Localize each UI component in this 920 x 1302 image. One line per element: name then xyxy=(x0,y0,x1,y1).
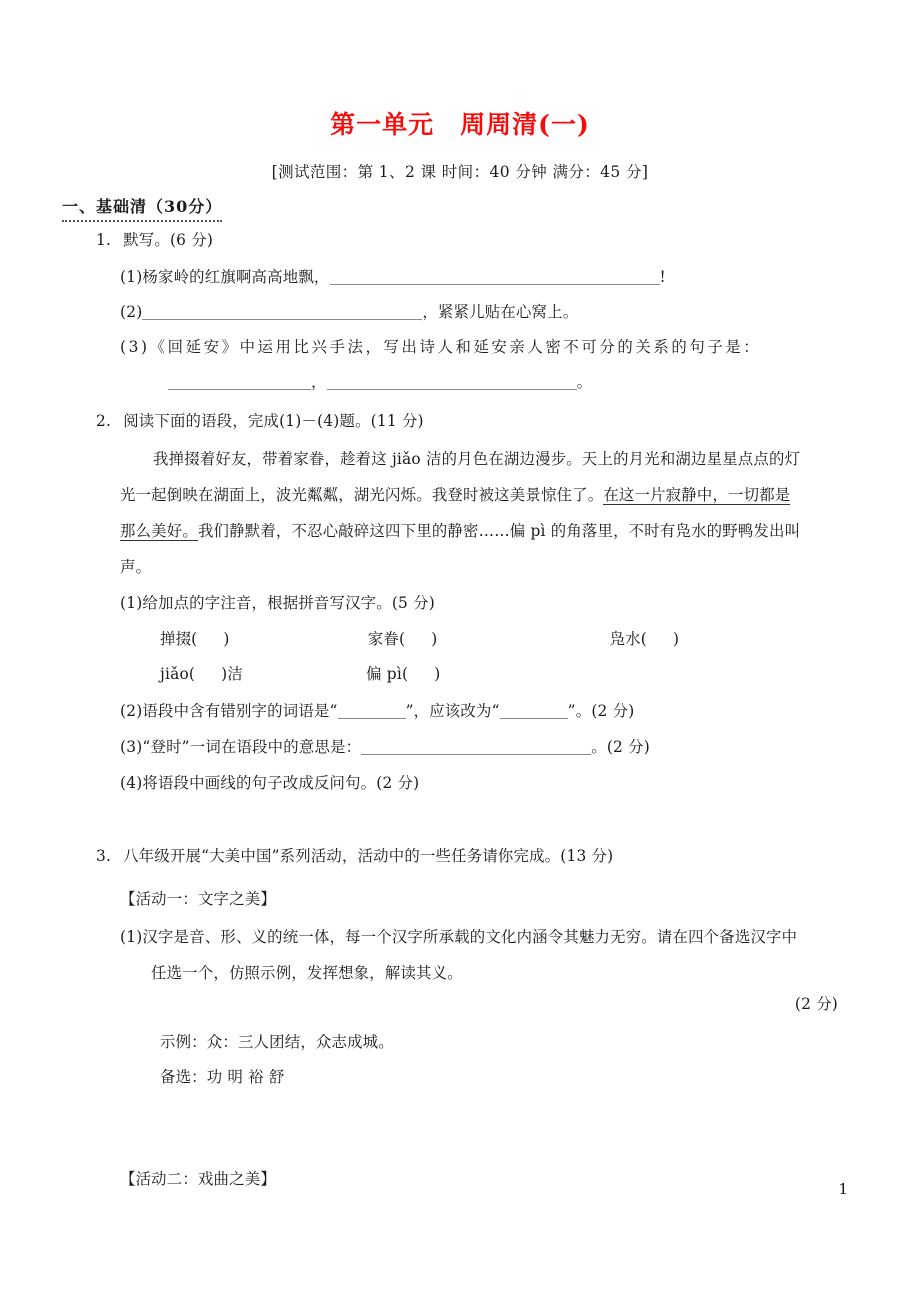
q2-pinyin-item-4: jiǎo( xyxy=(160,665,196,683)
question-3-number: 3. xyxy=(96,847,112,865)
page-number: 1 xyxy=(838,1180,848,1198)
q2-sub1-label: (1) xyxy=(120,594,143,612)
question-2-text: 阅读下面的语段，完成(1)－(4)题。(11 分) xyxy=(123,412,424,430)
q3-sub1-line-2: 任选一个，仿照示例，发挥想象，解读其义。 xyxy=(151,964,463,982)
q2-pinyin-item-5: 偏 pì( xyxy=(366,665,409,683)
q1-item-3-period: 。 xyxy=(576,373,593,391)
q1-item-2-blank[interactable] xyxy=(142,319,422,320)
q1-item-3-blank-b[interactable] xyxy=(327,389,577,390)
q2-sub3-blank[interactable] xyxy=(361,754,591,755)
q2-sub1-row-1 xyxy=(160,630,679,649)
test-scope-subtitle: [测试范围：第 1、2 课 时间：40 分钟 满分：45 分] xyxy=(271,163,649,181)
q1-item-2-label: (2) xyxy=(120,303,143,321)
q2-sub1 xyxy=(120,594,435,613)
q2-sub2-text-c: ”。(2 分) xyxy=(567,702,635,720)
q2-sub2-blank-b[interactable] xyxy=(500,718,568,719)
activity-2-heading: 【活动二：戏曲之美】 xyxy=(120,1170,276,1188)
q2-passage-underlined-b: 那么美好。 xyxy=(120,522,198,540)
q2-pinyin-item-1-close: ) xyxy=(223,630,230,648)
q3-sub1-text-1: 汉字是音、形、义的统一体，每一个汉字所承载的文化内涵令其魅力无穷。请在四个备选汉字中 xyxy=(142,928,798,946)
q2-sub3 xyxy=(120,738,650,757)
q2-passage-line-3 xyxy=(120,519,838,541)
q3-candidates: 备选：功 明 裕 舒 xyxy=(160,1068,285,1086)
question-2-stem xyxy=(96,412,424,431)
q2-sub4-text: 将语段中画线的句子改成反问句。(2 分) xyxy=(142,774,420,792)
q2-sub1-text: 给加点的字注音，根据拼音写汉字。(5 分) xyxy=(142,594,435,612)
q2-sub2-text-b: ”，应该改为“ xyxy=(405,702,500,720)
q2-passage-text-2a: 光一起倒映在湖面上，波光粼粼，湖光闪烁。我登时被这美景惊住了。 xyxy=(120,486,604,504)
q2-sub4 xyxy=(120,774,419,793)
q1-item-3-answer-row xyxy=(168,373,592,392)
q2-sub2-text-a: 语段中含有错别字的词语是“ xyxy=(142,702,338,720)
q3-sub1-label: (1) xyxy=(120,928,143,946)
q2-sub4-label: (4) xyxy=(120,774,143,792)
question-1-text: 默写。(6 分) xyxy=(123,231,214,249)
q2-sub3-text-a: “登时”一词在语段中的意思是： xyxy=(142,738,362,756)
q2-passage-line-4: 声。 xyxy=(120,558,152,576)
q1-item-3 xyxy=(120,338,761,357)
q2-sub2-blank-a[interactable] xyxy=(338,718,406,719)
title-unit: 第一单元 xyxy=(330,110,435,139)
activity-1-heading: 【活动一：文字之美】 xyxy=(120,890,276,908)
q2-pinyin-item-3-close: ) xyxy=(672,630,680,648)
q2-pinyin-item-2-close: ) xyxy=(431,630,438,648)
q1-item-3-text: 《回延安》中运用比兴手法，写出诗人和延安亲人密不可分的关系的句子是： xyxy=(149,338,762,356)
title-quiz: 周周清(一) xyxy=(460,110,590,139)
q1-item-3-comma: ， xyxy=(311,373,327,391)
question-3-stem xyxy=(96,847,613,866)
q2-sub3-text-b: 。(2 分) xyxy=(591,738,650,756)
q3-sub1-points: (2 分) xyxy=(794,995,838,1013)
q1-item-1-text: 杨家岭的红旗啊高高地飘， xyxy=(142,268,330,286)
section-heading-basics: 一、基础清（30分） xyxy=(62,194,222,222)
question-1-stem xyxy=(96,231,213,250)
q2-pinyin-item-4-close: )洁 xyxy=(221,665,243,683)
q2-sub2-label: (2) xyxy=(120,702,143,720)
q2-sub1-row-2 xyxy=(160,665,440,684)
q2-passage-text-1: 我掸掇着好友，带着家眷，趁着这 jiǎo 洁的月色在湖边漫步。天上的月光和湖边星星点点的灯 xyxy=(153,450,801,468)
q3-sub1-line-1 xyxy=(120,925,838,947)
q2-passage-line-2 xyxy=(120,483,838,505)
question-2-number: 2. xyxy=(96,412,112,430)
q2-sub3-label: (3) xyxy=(120,738,143,756)
q1-item-3-label: (3) xyxy=(120,338,150,356)
q1-item-1-tail: ! xyxy=(659,268,666,286)
q2-pinyin-item-3: 凫水( xyxy=(609,630,647,648)
q2-sub2 xyxy=(120,702,634,721)
q2-pinyin-item-1: 掸掇( xyxy=(160,630,198,648)
q1-item-3-blank-a[interactable] xyxy=(168,389,311,390)
q1-item-2 xyxy=(120,303,578,322)
q1-item-2-tail: ，紧紧儿贴在心窝上。 xyxy=(422,303,579,321)
question-1-number: 1. xyxy=(96,231,112,249)
q1-item-1 xyxy=(120,268,666,287)
q3-example: 示例：众：三人团结，众志成城。 xyxy=(160,1033,394,1051)
q2-pinyin-item-2: 家眷( xyxy=(367,630,406,648)
q2-passage-text-3b: 我们静默着，不忍心敲碎这四下里的静密……偏 pì 的角落里，不时有凫水的野鸭发出叫 xyxy=(197,522,801,540)
q1-item-1-blank[interactable] xyxy=(330,284,660,285)
q1-item-1-label: (1) xyxy=(120,268,143,286)
q2-pinyin-item-5-close: ) xyxy=(434,665,441,683)
q2-passage-underlined-a: 在这一片寂静中，一切都是 xyxy=(603,486,791,504)
question-3-text: 八年级开展“大美中国”系列活动，活动中的一些任务请你完成。(13 分) xyxy=(123,847,614,865)
page-title xyxy=(0,105,920,141)
q2-passage-line-1 xyxy=(120,447,838,469)
